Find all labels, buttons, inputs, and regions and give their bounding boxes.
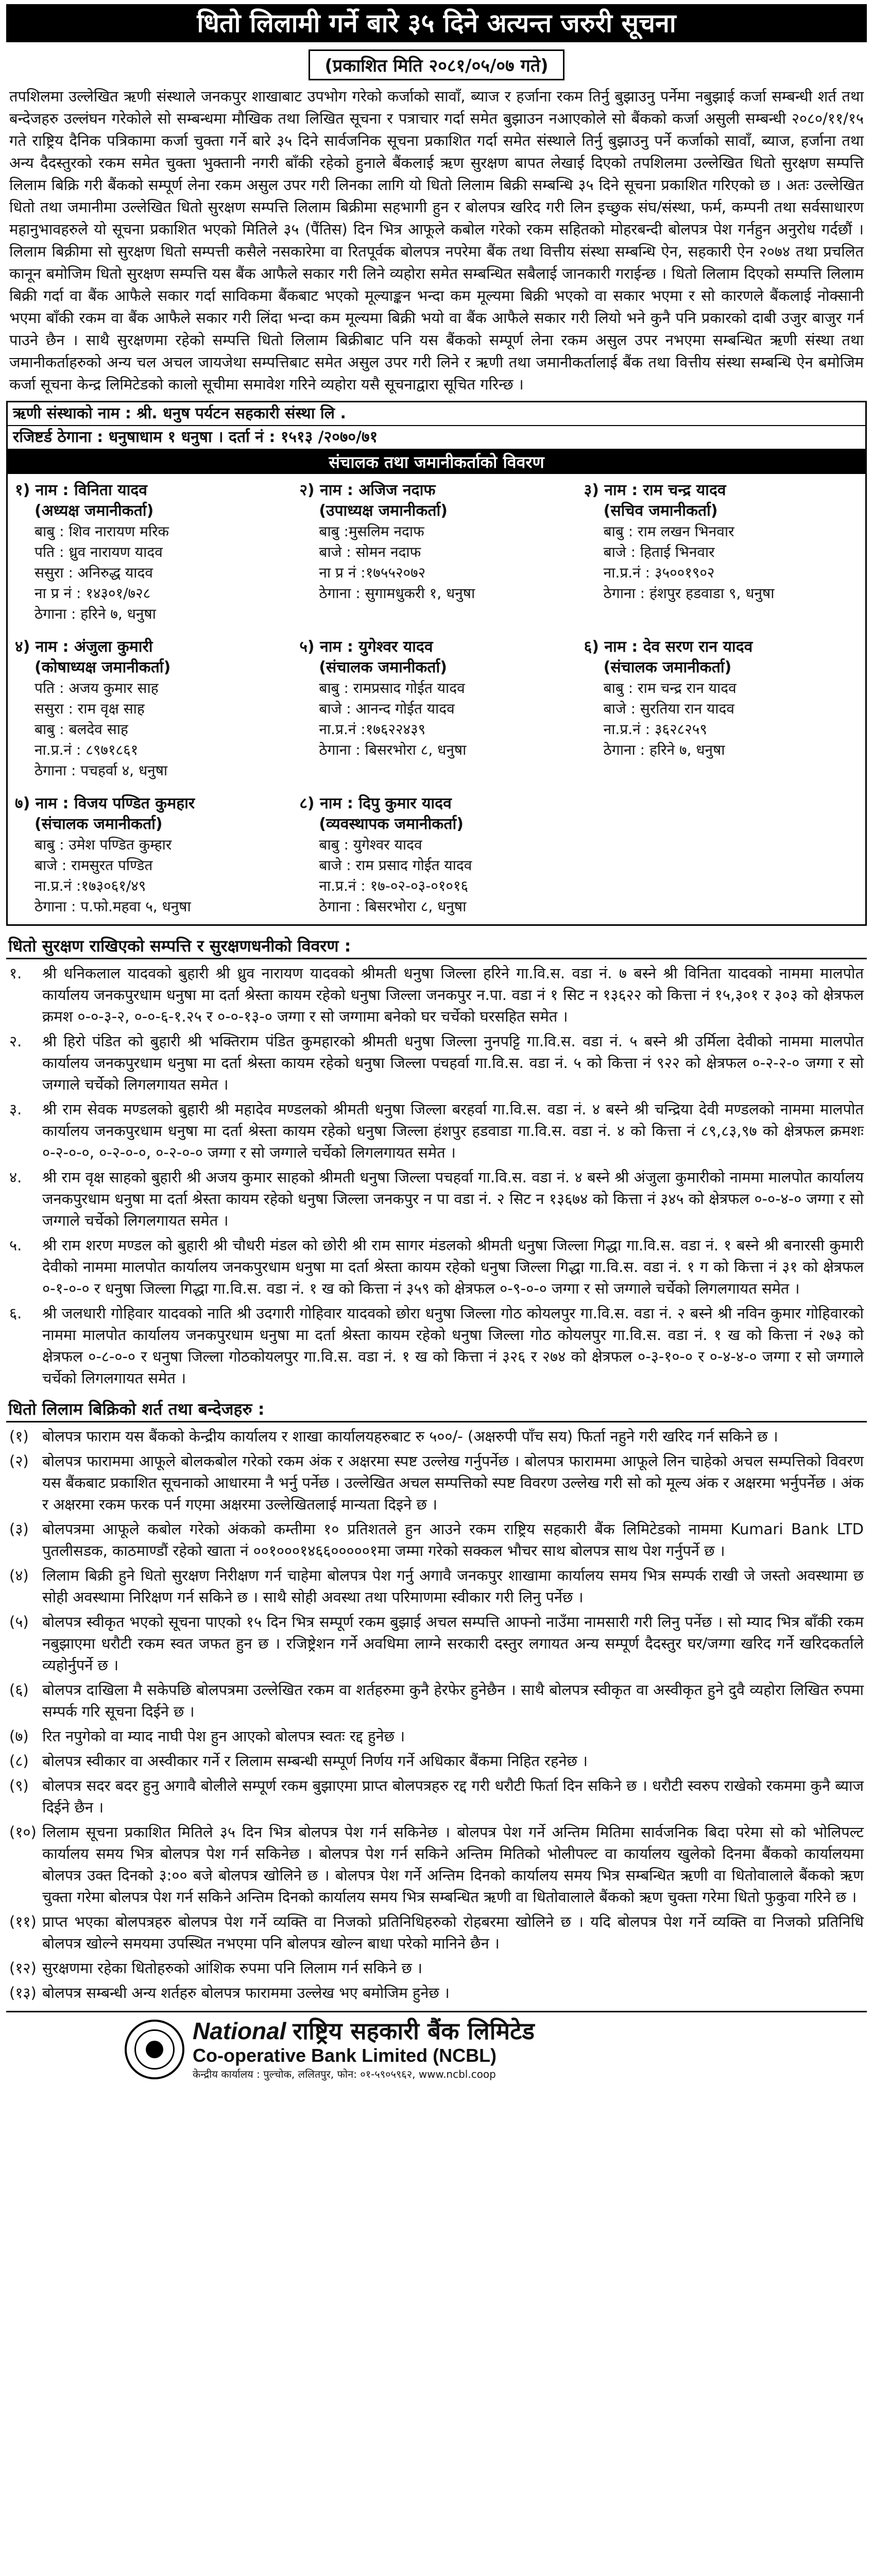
member-detail: बाजे : राम प्रसाद गोईत यादव	[319, 857, 472, 874]
collateral-item	[6, 1030, 867, 1095]
bank-footer	[6, 2011, 867, 2081]
member-detail: बाबु : रामप्रसाद गोईत यादव	[319, 680, 465, 697]
member-card	[15, 637, 289, 781]
member-role: (अध्यक्ष जमानीकर्ता)	[35, 502, 154, 520]
member-name: ४) नाम : अंजुला कुमारी	[15, 638, 153, 656]
member-name: ८) नाम : दिपु कुमार यादव	[299, 794, 452, 812]
term-item	[6, 1450, 867, 1515]
member-detail: बाजे : सोमन नदाफ	[319, 544, 421, 561]
term-item	[6, 1518, 867, 1562]
term-item-text: बोलपत्र सम्बन्धी अन्य शर्तहरु बोलपत्र फाराममा उल्लेख भए बमोजिम हुनेछ ।	[42, 1984, 450, 2002]
collateral-item-text: श्री राम शरण मण्डल को बुहारी श्री चौधरी मंडल को छोरी श्री राम सागर मंडलको श्रीमती धनुषा जिल्ला गिद्धा गा.वि.स. वडा नं. १ बस्ने श्री बनारसी कुमारी देवीको नाममा मालपोत कार्यालय जनकपुरधाम धनुषा मा दर्ता श्रेस्ता कायम रहेको धनुषा जिल्ला गिद्धा गा.वि.स. वडा नं. १ ग को कित्ता नं ३१ को क्षेत्रफल ०-१-०-० र धनुषा जिल्ला गिद्धा गा.वि.स. वडा नं. १ ख को कित्ता नं ३५९ को क्षेत्रफल ०-९-०-० जग्गा र सो जग्गाले चर्चेको लिगलगायत समेत ।	[42, 1236, 864, 1297]
member-detail: ससुरा : राम वृक्ष साह	[35, 700, 145, 717]
collateral-list	[6, 962, 867, 1389]
collateral-item	[6, 962, 867, 1027]
member-detail: पति : अजय कुमार साह	[35, 680, 159, 697]
member-detail: ना.प्र.नं : ३५००१९०२	[603, 564, 715, 581]
collateral-item-text: श्री हिरो पंडित को बुहारी श्री भक्तिराम पंडित कुमहारको श्रीमती धनुषा जिल्ला नुनपट्टि गा.वि.स. वडा नं. ५ बस्ने श्री उर्मिला देवीको नाममा मालपोत कार्यालय जनकपुरधाम धनुषा मा दर्ता श्रेस्ता कायम रहेको धनुषा जिल्ला पचहर्वा गा.वि.स. वडा नं. ५ को कित्ता नं ९२२ को क्षेत्रफल ०-२-२-० जग्गा र सो जग्गाले चर्चेको लिगलगायत समेत ।	[42, 1032, 864, 1093]
member-detail: ठेगाना : हंशपुर हडवाडा ९, धनुषा	[603, 585, 775, 602]
published-date: (प्रकाशित मिति २०८१/०५/०७ गते)	[309, 49, 564, 80]
notice-title: धितो लिलामी गर्ने बारे ३५ दिने अत्यन्त जरुरी सूचना	[6, 4, 867, 42]
member-detail: बाबु : बलदेव साह	[35, 721, 128, 738]
term-item-text: बोलपत्र स्वीकृत भएको सूचना पाएको १५ दिन भित्र सम्पूर्ण रकम बुझाई अचल सम्पत्ति आफ्नो नाउँमा नामसारी गरी लिनु पर्नेछ । सो म्याद भित्र बाँकी रकम नबुझाएमा धरौटी रकम स्वत जफत हुन छ । रजिष्ट्रेशन गर्ने अवधिमा लाग्ने सरकारी दस्तुर लगायत अन्य सम्पूर्ण दैदस्तुर घर/जग्गा खरिद गर्ने खरिदकर्ताले व्यहोर्नुपर्ने छ ।	[42, 1613, 864, 1674]
member-detail: ठेगाना : हरिने ७, धनुषा	[35, 605, 156, 622]
member-detail: बाजे : आनन्द गोईत यादव	[319, 700, 455, 717]
term-item	[6, 1611, 867, 1676]
member-detail: ठेगाना : सुगामधुकरी १, धनुषा	[319, 585, 475, 602]
term-item-number: (९)	[9, 1777, 29, 1794]
term-item-number: (७)	[9, 1727, 29, 1745]
borrower-name: ऋणी संस्थाको नाम : श्री. धनुष पर्यटन सहकारी संस्था लि .	[8, 402, 865, 426]
member-name: ३) नाम : राम चन्द्र यादव	[584, 481, 726, 499]
term-item-number: (१३)	[9, 1984, 37, 2002]
member-role: (सचिव जमानीकर्ता)	[603, 502, 718, 520]
member-card	[584, 480, 858, 624]
collateral-item-number: ५.	[9, 1236, 22, 1254]
member-detail: ना प्र नं :१७५५२०७२	[319, 564, 426, 581]
member-role: (उपाध्यक्ष जमानीकर्ता)	[319, 502, 448, 520]
term-item	[6, 1911, 867, 1954]
member-detail: ना.प्र.नं : १७-०२-०३-०१०१६	[319, 877, 469, 894]
member-name: ६) नाम : देव सरण रान यादव	[584, 638, 753, 656]
bank-logo-ring	[134, 2029, 175, 2070]
term-item-text: बोलपत्रमा आफूले कबोल गरेको अंकको कम्तीमा १० प्रतिशतले हुन आउने रकम राष्ट्रिय सहकारी बैंक लिमिटेडको नाममा Kumari Bank LTD पुतलीसडक, काठमाण्डौं रहेको खाता नं ००१०००१४६६०००००१मा जम्मा गरेको सक्कल भौचर साथ बोलपत्र साथ पेश गर्नुपर्ने छ ।	[42, 1520, 864, 1560]
intro-paragraph: तपशिलमा उल्लेखित ऋणी संस्थाले जनकपुर शाखाबाट उपभोग गरेको कर्जाको सावाँ, ब्याज र हर्जाना रकम तिर्नु बुझाउनु पर्नेमा नबुझाई कर्जा सम्बन्धी शर्त तथा बन्देजहरु उल्लंघन गरेकोले सो सम्बन्धमा मौखिक तथा लिखित सूचना र पत्राचार गर्दा समेत बुझाउन नआएकोले सो बैंकको कर्जा असुली सम्बन्धी २०८०/११/१५ गते राष्ट्रिय दैनिक पत्रिकामा कर्जा चुक्ता गर्ने बारे ३५ दिने सार्वजनिक सूचना प्रकाशित गर्दा समेत संस्थाले तिर्नु बुझाउनु पर्ने कर्जाको सावाँ, ब्याज, हर्जाना तथा अन्य दैदस्तुरको रकम समेत चुक्ता भुक्तानी नगरी बाँकी रहेको हुनाले बैंकलाई ऋण सुरक्षण बापत लेखाई दिएको तपशिलमा उल्लेखित धितो सुरक्षण सम्पत्ति लिलाम बिक्रि गरी बैंकको सम्पूर्ण लेना रकम असुल उपर गरी लिनका लागि यो धितो लिलाम बिक्री सम्बन्धि ३५ दिने सूचना प्रकाशित गरिएको छ । अतः उल्लेखित धितो तथा जमानीमा उल्लेखित धितो सुरक्षण सम्पत्ति लिलाम बिक्रीमा सहभागी हुन र बोलपत्र खरिद गरी लिन इच्छुक संघ/संस्था, फर्म, कम्पनी तथा सर्वसाधारण महानुभावहरुले यो सूचना प्रकाशित भएको मितिले ३५ (पैंतिस) दिन भित्र आफूले कबोल गरेको रकम सहितको मोहरबन्दी बोलपत्र पेश गर्नहुन अनुरोध गर्दछौं । लिलाम बिक्रीमा सो सुरक्षण धितो सम्पत्ती कसैले नसकारेमा वा रितपूर्वक बोलपत्र नपरेमा बैंक तथा वित्तीय संस्था सम्बन्धि ऐन, सहकारी ऐन २०७४ तथा प्रचलित कानून बमोजिम धितो सुरक्षण सम्पत्ति यस बैंक आफैले सकार गरी लिने व्यहोरा समेत सम्बन्धित सबैलाई जानकारी गराईन्छ । धितो लिलाम दिएको सम्पत्ति लिलाम बिक्री गर्दा वा बैंक आफैले सकार गर्दा साविकमा बैंकबाट भएको मूल्याङ्कन भन्दा कम मूल्यमा बिक्री भएको वा सकार भएमा र सो कारणले बैंकलाई नोक्सानी भएमा बाँकी रकम वा बैंक आफैले सकार गरी लिंदा भन्दा कम मूल्यमा बिक्री भयो वा बैंक आफैले सकार गरी लियो भने कुनै पनि प्रकारको दाबी उजुर बाजुर गर्न पाउने छैन । साथै सुरक्षणमा रहेको सम्पत्ति धितो लिलाम बिक्रीबाट पनि यस बैंकको सम्पूर्ण लेना रकम असुल उपर नभएमा सम्बन्धित ऋणी संस्था तथा जमानीकर्ताहरुको अन्य चल अचल जायजेथा सम्पत्तिबाट समेत असुल उपर गरी लिने र ऋणी तथा जमानीकर्तालाई बैंक तथा वित्तीय संस्था सम्बन्धि ऐन बमोजिम कर्जा सूचना केन्द्र लिमिटेडको कालो सूचीमा समावेश गरिने व्यहोरा यसै सूचनाद्वारा सूचित गरिन्छ ।	[9, 88, 864, 393]
term-item	[6, 1957, 867, 1979]
bank-name-en-1: National	[193, 2018, 286, 2044]
term-item-text: बोलपत्र सदर बदर हुनु अगावै बोलीले सम्पूर्ण रकम बुझाएमा प्राप्त बोलपत्रहरु रद्द गरी धरौटी फिर्ता दिन सकिने छ । धरौटी स्वरुप राखेको रकममा कुनै ब्याज दिईने छैन ।	[42, 1777, 864, 1816]
collateral-item-number: ६.	[9, 1304, 22, 1322]
member-role: (संचालक जमानीकर्ता)	[35, 815, 163, 833]
bank-logo-core	[146, 2041, 163, 2058]
term-item	[6, 1426, 867, 1447]
term-item-number: (१)	[9, 1428, 29, 1445]
member-detail: बाबु : उमेश पण्डित कुम्हार	[35, 836, 172, 853]
terms-list	[6, 1426, 867, 2004]
term-item-text: प्राप्त भएका बोलपत्रहरु बोलपत्र पेश गर्ने व्यक्ति वा निजको प्रतिनिधिहरुको रोहबरमा खोलिने छ । यदि बोलपत्र पेश गर्ने व्यक्ति वा निजको प्रतिनिधि बोलपत्र खोल्ने समयमा उपस्थित नभएमा पनि बोलपत्र खोल्न बाधा परेको मानिने छैन ।	[42, 1913, 864, 1952]
bank-name-block	[193, 2018, 535, 2081]
published-date-wrap	[6, 49, 867, 80]
member-detail: ना.प्र.नं : ३६२८२५९	[603, 721, 707, 738]
term-item-number: (४)	[9, 1567, 29, 1584]
bank-name-np: राष्ट्रिय सहकारी बैंक लिमिटेड	[293, 2017, 535, 2045]
term-item-text: बोलपत्र फाराम यस बैंकको केन्द्रीय कार्यालय र शाखा कार्यालयहरुबाट रु ५००/- (अक्षरुपी पाँच सय) फिर्ता नहुने गरी खरिद गर्न सकिने छ ।	[42, 1428, 778, 1445]
collateral-item-number: १.	[9, 964, 22, 982]
term-item-text: बोलपत्र फाराममा आफूले बोलकबोल गरेको रकम अंक र अक्षरमा स्पष्ट उल्लेख गर्नुपर्नेछ । बोलपत्र फाराममा आफूले लिन चाहेको अचल सम्पत्तिको विवरण यस बैंकबाट प्रकाशित सूचनाको आधारमा नै भर्नु पर्नेछ । उल्लेखित अचल सम्पत्तिको स्पष्ट विवरण उल्लेख गरी सो को मूल्य अंक र अक्षरमा भर्नुपर्नेछ । अंक र अक्षरमा रकम फरक पर्न गएमा अक्षरमा उल्लेखितलाई मान्यता दिइने छ ।	[42, 1452, 864, 1513]
collateral-item-number: २.	[9, 1032, 22, 1050]
member-name: २) नाम : अजिज नदाफ	[299, 481, 436, 499]
member-role: (व्यवस्थापक जमानीकर्ता)	[319, 815, 464, 833]
member-detail: ना.प्र.नं :१७३०६१/४९	[35, 877, 146, 894]
member-detail: ना.प्र.नं :१७६२२४३९	[319, 721, 426, 738]
collateral-item-number: ३.	[9, 1100, 22, 1118]
member-detail: बाबु : राम चन्द्र रान यादव	[603, 680, 737, 697]
borrower-registration: रजिष्टर्ड ठेगाना : धनुषाधाम १ धनुषा । दर्ता नं : १५१३ /२०७०/७१	[13, 428, 378, 446]
collateral-item-text: श्री धनिकलाल यादवको बुहारी श्री ध्रुव नारायण यादवको श्रीमती धनुषा जिल्ला हरिने गा.वि.स. वडा नं. ७ बस्ने श्री विनिता यादवको नाममा मालपोत कार्यालय जनकपुरधाम धनुषा मा दर्ता श्रेस्ता कायम रहेको धनुषा जिल्ला जनकपुर न.पा. वडा नं १ सिट न १३६२२ को कित्ता नं १५,३०१ र ३०३ को क्षेत्रफल क्रमश ०-०-३-२, ०-०-६-१.२५ र ०-०-१३-० जग्गा र सो जग्गामा बनेको घर चर्चेको घरसहित समेत ।	[42, 964, 864, 1025]
member-grid	[15, 480, 858, 917]
member-card	[299, 637, 573, 781]
member-detail: ठेगाना : प.फो.महवा ५, धनुषा	[35, 898, 191, 915]
collateral-item-text: श्री जलधारी गोहिवार यादवको नाति श्री उदगारी गोहिवार यादवको छोरा धनुषा जिल्ला गोठ कोयलपुर गा.वि.स. वडा नं. २ बस्ने श्री नविन कुमार गोहिवारको नाममा मालपोत कार्यालय जनकपुरधाम धनुषा मा दर्ता श्रेस्ता कायम रहेको धनुषा जिल्ला गोठ कोयलपुर गा.वि.स. वडा नं. १ ख को कित्ता नं २७३ को क्षेत्रफल ०-८-०-० र धनुषा जिल्ला गोठकोयलपुर गा.वि.स. वडा नं. १ ख को कित्ता नं ३२६ र २७४ को क्षेत्रफल ०-३-१०-० र ०-४-४-० जग्गा र सो जग्गाले चर्चेको लिगलगायत समेत ।	[42, 1304, 864, 1387]
member-detail: ठेगाना : बिसरभोरा ८, धनुषा	[319, 741, 467, 758]
collateral-item-text: श्री राम वृक्ष साहको बुहारी श्री अजय कुमार साहको श्रीमती धनुषा जिल्ला पचहर्वा गा.वि.स. वडा नं. ४ बस्ने श्री अंजुला कुमारीको नाममा मालपोत कार्यालय जनकपुरधाम धनुषा मा दर्ता श्रेस्ता कायम रहेको धनुषा जिल्ला जनकपुर न पा वडा नं. २ सिट न १३६७४ को कित्ता नं ३४५ को क्षेत्रफल ०-०-४-० जग्गा र सो जग्गाले चर्चेको लिगलगायत समेत ।	[42, 1168, 864, 1229]
members-heading: संचालक तथा जमानीकर्ताको विवरण	[6, 450, 867, 474]
term-item-number: (३)	[9, 1520, 29, 1538]
collateral-item	[6, 1302, 867, 1389]
collateral-item	[6, 1098, 867, 1163]
bank-name-line1	[193, 2018, 535, 2044]
bank-logo-icon	[125, 2020, 184, 2079]
collateral-item-text: श्री राम सेवक मण्डलको बुहारी श्री महादेव मण्डलको श्रीमती धनुषा जिल्ला बरहर्वा गा.वि.स. वडा नं. ४ बस्ने श्री चन्द्रिया देवी मण्डलको नाममा मालपोत कार्यालय जनकपुरधाम धनुषा मा दर्ता श्रेस्ता कायम रहेको धनुषा जिल्ला हंशपुर हडवाडा गा.वि.स. वडा नं. ४ को कित्ता नं ८९,८३,९७ को क्षेत्रफल क्रमशः ०-२-०-०, ०-२-०-०, ०-२-०-० जग्गा र सो जग्गाले चर्चेको लिगलगायत समेत ।	[42, 1100, 864, 1161]
term-item-number: (५)	[9, 1613, 29, 1631]
member-detail: ठेगाना : बिसरभोरा ८, धनुषा	[319, 898, 467, 915]
term-item-number: (१०)	[9, 1823, 37, 1841]
term-item-number: (८)	[9, 1752, 29, 1770]
term-item-number: (११)	[9, 1913, 37, 1930]
member-detail: ना.प्र.नं : ८९७१८६१	[35, 741, 139, 758]
term-item	[6, 1725, 867, 1747]
member-detail: बाजे : सुरतिया रान यादव	[603, 700, 734, 717]
member-role: (संचालक जमानीकर्ता)	[603, 658, 732, 676]
member-detail: ना प्र नं : १४३०१/७२८	[35, 585, 151, 602]
member-role: (कोषाध्यक्ष जमानीकर्ता)	[35, 658, 171, 676]
term-item	[6, 1679, 867, 1722]
member-card	[15, 480, 289, 624]
member-detail: बाबु :मुसलिम नदाफ	[319, 523, 424, 540]
collateral-item	[6, 1234, 867, 1299]
member-detail: बाबु : शिव नारायण मरिक	[35, 523, 169, 540]
member-detail: ससुरा : अनिरुद्ध यादव	[35, 564, 153, 581]
term-item-text: बोलपत्र स्वीकार वा अस्वीकार गर्ने र लिलाम सम्बन्धी सम्पूर्ण निर्णय गर्ने अधिकार बैंकमा निहित रहनेछ ।	[42, 1752, 588, 1770]
member-detail: पति : ध्रुव नारायण यादव	[35, 544, 163, 561]
term-item-text: लिलाम बिक्री हुने धितो सुरक्षण निरीक्षण गर्न चाहेमा बोलपत्र पेश गर्नु अगावै जनकपुर शाखामा कार्यालय समय भित्र सम्पर्क राखी जे जस्तो अवस्थामा छ सोही अवस्थामा निरिक्षण गर्न सकिने छ । साथै सोही अवस्था तथा परिमाणमा स्वीकार गरी लिनु पर्नेछ ।	[42, 1567, 864, 1606]
term-item-text: बोलपत्र दाखिला मै सकेपछि बोलपत्रमा उल्लेखित रकम वा शर्तहरुमा कुनै हेरफेर हुनेछैन । साथै बोलपत्र स्वीकृत वा अस्वीकृत हुने दुवै व्यहोरा लिखित रुपमा सम्पर्क गरि सूचना दिईने छ ।	[42, 1681, 864, 1720]
term-item	[6, 1775, 867, 1818]
notice-page	[6, 4, 867, 2081]
borrower-box	[6, 401, 867, 450]
bank-name-en-2: Co-operative Bank Limited (NCBL)	[193, 2045, 497, 2066]
member-card	[299, 793, 573, 917]
term-item	[6, 1565, 867, 1608]
term-item-number: (६)	[9, 1681, 29, 1699]
term-item	[6, 1821, 867, 1908]
terms-heading: धितो लिलाम बिक्रिको शर्त तथा बन्देजहरु :	[6, 1397, 867, 1422]
collateral-item	[6, 1166, 867, 1231]
member-card	[15, 793, 289, 917]
term-item-text: लिलाम सूचना प्रकाशित मितिले ३५ दिन भित्र बोलपत्र पेश गर्न सकिनेछ । बोलपत्र पेश गर्ने अन्तिम मितिमा सार्वजनिक बिदा परेमा सो को भोलिपल्ट कार्यालय समय भित्र बोलपत्र पेश गर्न सकिनेछ । बोलपत्र पेश गर्न सकिने अन्तिम मितिको भोलीपल्ट वा कार्यालय खुलेको दिनमा बैंकको कार्यालयमा बोलपत्र उक्त दिनको ३:०० बजे बोलपत्र खोलिने छ । बोलपत्र पेश गर्ने अन्तिम दिनको कार्यालय समय भित्र सम्बन्धित ऋणी वा धितोवालाले बैंकको ऋण चुक्ता गरेमा बोलपत्र पेश गर्न सकिने अन्तिम दिनको कार्यालय समय भित्र सम्बन्धित ऋणी वा धितोवालाले बैंकको ऋण चुक्ता गरेमा धितो फुकुवा गरिने छ ।	[42, 1823, 864, 1906]
member-detail: बाजे : हिताई भिनवार	[603, 544, 715, 561]
member-card	[584, 637, 858, 781]
members-section	[6, 474, 867, 926]
member-name: १) नाम : विनिता यादव	[15, 481, 147, 499]
member-name: ७) नाम : विजय पण्डित कुमहार	[15, 794, 195, 812]
bank-address: केन्द्रीय कार्यालय : पुल्चोक, ललितपुर, फोन: ०१-५९०५९६२, www.ncbl.coop	[193, 2068, 496, 2080]
member-detail: बाबु : राम लखन भिनवार	[603, 523, 734, 540]
member-card	[299, 480, 573, 624]
collateral-item-number: ४.	[9, 1168, 22, 1186]
term-item-number: (१२)	[9, 1959, 37, 1977]
term-item-text: सुरक्षणमा रहेका धितोहरुको आंशिक रुपमा पनि लिलाम गर्न सकिने छ ।	[42, 1959, 423, 1977]
collateral-heading: धितो सुरक्षण राखिएको सम्पत्ति र सुरक्षणधनीको विवरण :	[6, 934, 867, 959]
member-name: ५) नाम : युगेश्वर यादव	[299, 638, 433, 656]
term-item	[6, 1750, 867, 1772]
term-item-number: (२)	[9, 1452, 29, 1470]
term-item	[6, 1982, 867, 2004]
member-detail: बाजे : रामसुरत पण्डित	[35, 857, 153, 874]
member-detail: ठेगाना : हरिने ७, धनुषा	[603, 741, 725, 758]
member-role: (संचालक जमानीकर्ता)	[319, 658, 447, 676]
term-item-text: रित नपुगेको वा म्याद नाघी पेश हुन आएको बोलपत्र स्वतः रद्द हुनेछ ।	[42, 1727, 405, 1745]
member-detail: ठेगाना : पचहर्वा ४, धनुषा	[35, 762, 168, 779]
member-detail: बाबु : युगेश्वर यादव	[319, 836, 422, 853]
